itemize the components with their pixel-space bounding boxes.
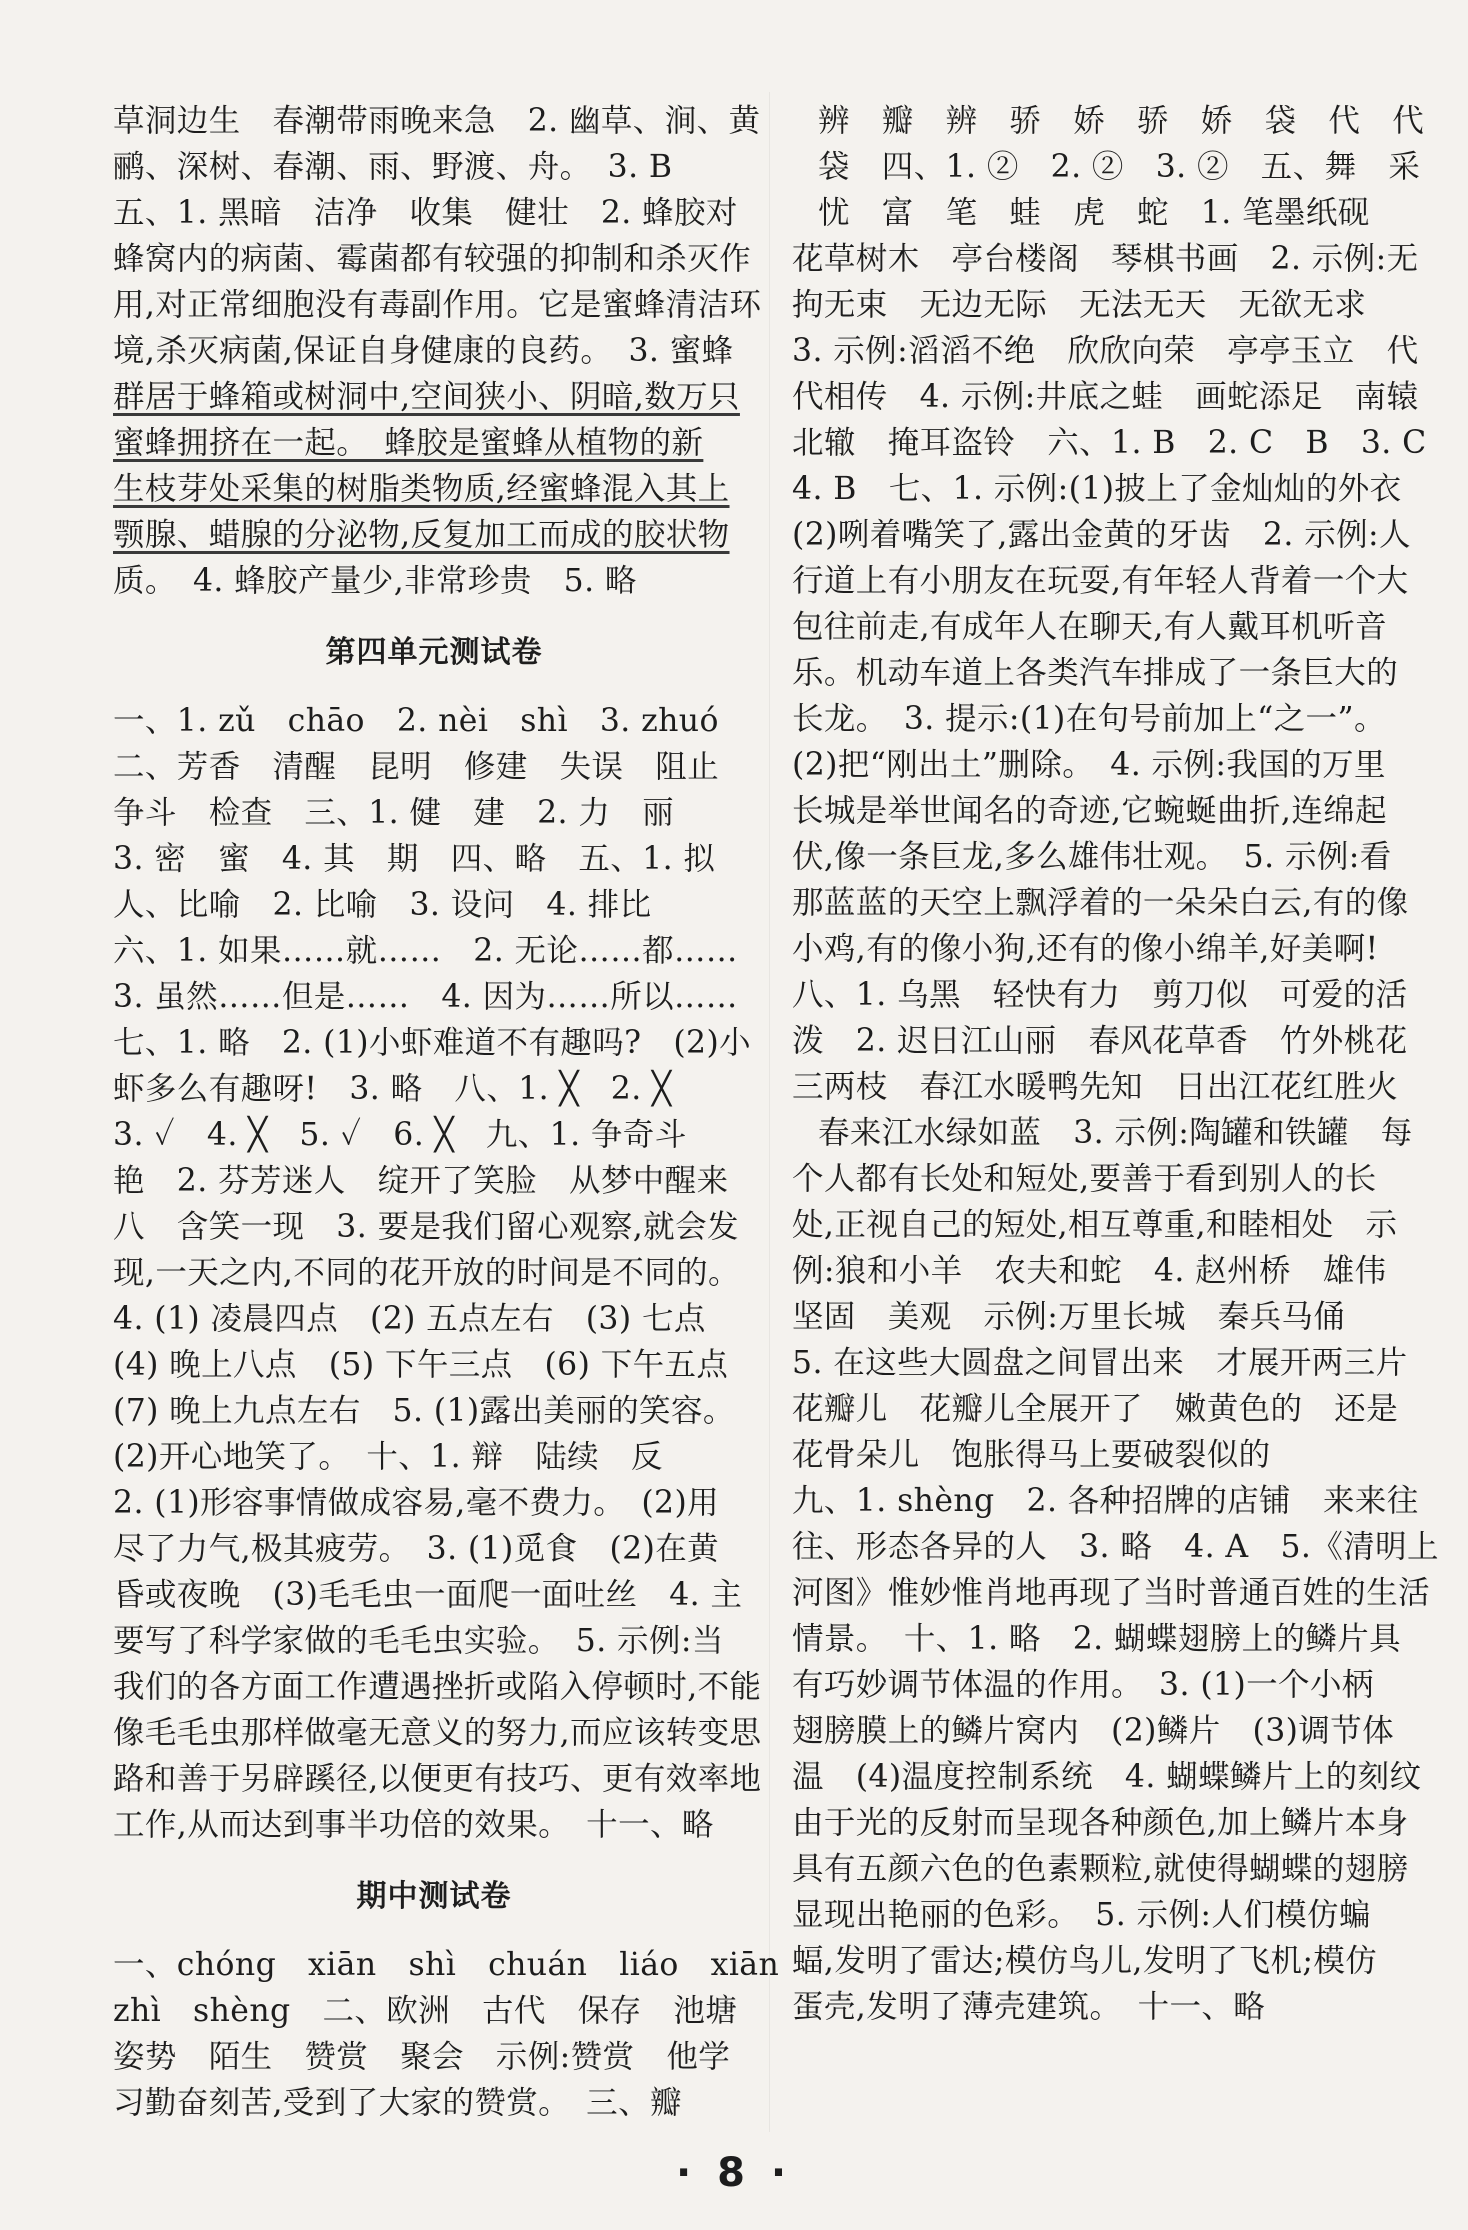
text-line: zhì shèng 二、欧洲 古代 保存 池塘: [113, 1993, 738, 2029]
text-line: 处,正视自己的短处,相互尊重,和睦相处 示: [792, 1207, 1398, 1243]
text-line: 花草树木 亭台楼阁 琴棋书画 2. 示例:无: [792, 241, 1419, 277]
text-line: 包往前走,有成年人在聊天,有人戴耳机听音: [792, 609, 1388, 645]
text-line: 那蓝蓝的天空上飘浮着的一朵朵白云,有的像: [792, 885, 1409, 921]
text-line: (2)咧着嘴笑了,露出金黄的牙齿 2. 示例:人: [792, 517, 1411, 553]
text-line: 温 (4)温度控制系统 4. 蝴蝶鳞片上的刻纹: [792, 1759, 1422, 1795]
underlined-text-line: 群居于蜂箱或树洞中,空间狭小、阴暗,数万只: [113, 379, 740, 415]
text-line: (2)把“刚出土”删除。 4. 示例:我国的万里: [792, 747, 1386, 783]
text-line: 现,一天之内,不同的花开放的时间是不同的。: [113, 1255, 740, 1291]
text-line: 往、形态各异的人 3. 略 4. A 5.《清明上: [792, 1529, 1439, 1565]
text-line: 袋 四、1. ② 2. ② 3. ② 五、舞 采: [818, 149, 1421, 185]
text-line: 3. 虽然……但是…… 4. 因为……所以……: [113, 979, 738, 1015]
text-line: 蜂窝内的病菌、霉菌都有较强的抑制和杀灭作: [113, 241, 752, 277]
text-line: 辨 瓣 辨 骄 娇 骄 娇 袋 代 代: [818, 103, 1425, 139]
text-line: 4. (1) 凌晨四点 (2) 五点左右 (3) 七点: [113, 1301, 706, 1337]
text-line: 2. (1)形容事情做成容易,毫不费力。 (2)用: [113, 1485, 720, 1521]
text-line: 春来江水绿如蓝 3. 示例:陶罐和铁罐 每: [818, 1115, 1413, 1151]
text-line: 艳 2. 芬芳迷人 绽开了笑脸 从梦中醒来: [113, 1163, 729, 1199]
text-line: 长龙。 3. 提示:(1)在句号前加上“之一”。: [792, 701, 1386, 737]
answer-block-unit4: [113, 698, 762, 1848]
text-line: 花瓣儿 花瓣儿全展开了 嫩黄色的 还是: [792, 1391, 1399, 1427]
text-line: 境,杀灭病菌,保证自身健康的良药。 3. 蜜蜂: [113, 333, 734, 369]
text-line: 我们的各方面工作遭遇挫折或陷入停顿时,不能: [113, 1669, 762, 1705]
text-line: 八 含笑一现 3. 要是我们留心观察,就会发: [113, 1209, 739, 1245]
answer-block-midterm: [113, 1942, 780, 2126]
text-line: 拘无束 无边无际 无法无天 无欲无求: [792, 287, 1367, 323]
text-line: 三两枝 春江水暖鸭先知 日出江花红胜火: [792, 1069, 1399, 1105]
text-line: 鹂、深树、春潮、雨、野渡、舟。 3. B: [113, 149, 673, 185]
text-line: 河图》惟妙惟肖地再现了当时普通百姓的生活: [792, 1575, 1431, 1611]
text-line: 争斗 检查 三、1. 健 建 2. 力 丽: [113, 795, 675, 831]
column-divider: [769, 92, 770, 2132]
text-line: 乐。机动车道上各类汽车排成了一条巨大的: [792, 655, 1399, 691]
text-line: 忧 富 笔 蛙 虎 蛇 1. 笔墨纸砚: [818, 195, 1370, 231]
text-line: 八、1. 乌黑 轻快有力 剪刀似 可爱的活: [792, 977, 1408, 1013]
text-line: 情景。 十、1. 略 2. 蝴蝶翅膀上的鳞片具: [792, 1621, 1402, 1657]
text-line: 一、1. zǔ chāo 2. nèi shì 3. zhuó: [113, 703, 719, 739]
text-line: 5. 在这些大圆盘之间冒出来 才展开两三片: [792, 1345, 1408, 1381]
text-line: 例:狼和小羊 农夫和蛇 4. 赵州桥 雄伟: [792, 1253, 1387, 1289]
text-line: 行道上有小朋友在玩耍,有年轻人背着一个大: [792, 563, 1409, 599]
text-line: 具有五颜六色的色素颗粒,就使得蝴蝶的翅膀: [792, 1851, 1409, 1887]
answer-block-unit3-end: [113, 98, 762, 604]
text-line: 用,对正常细胞没有毒副作用。它是蜜蜂清洁环: [113, 287, 762, 323]
text-line: 草洞边生 春潮带雨晚来急 2. 幽草、涧、黄: [113, 103, 761, 139]
text-line: (7) 晚上九点左右 5. (1)露出美丽的笑容。: [113, 1393, 735, 1429]
text-line: 代相传 4. 示例:井底之蛙 画蛇添足 南辕: [792, 379, 1419, 415]
text-line: 尽了力气,极其疲劳。 3. (1)觅食 (2)在黄: [113, 1531, 720, 1567]
right-column: [792, 98, 1439, 2030]
text-line: 蝠,发明了雷达;模仿鸟儿,发明了飞机;模仿: [792, 1943, 1378, 1979]
text-line: 九、1. shèng 2. 各种招牌的店铺 来来往: [792, 1483, 1419, 1519]
text-line: 花骨朵儿 饱胀得马上要破裂似的: [792, 1437, 1271, 1473]
text-line: 长城是举世闻名的奇迹,它蜿蜒曲折,连绵起: [792, 793, 1388, 829]
text-line: 工作,从而达到事半功倍的效果。 十一、略: [113, 1807, 714, 1843]
text-line: 小鸡,有的像小狗,还有的像小绵羊,好美啊!: [792, 931, 1379, 967]
text-line: 坚固 美观 示例:万里长城 秦兵马俑: [792, 1299, 1346, 1335]
left-column: [113, 98, 780, 2126]
text-line: 虾多么有趣呀! 3. 略 八、1. ╳ 2. ╳: [113, 1071, 672, 1107]
text-line: 五、1. 黑暗 洁净 收集 健壮 2. 蜂胶对: [113, 195, 738, 231]
text-line: 人、比喻 2. 比喻 3. 设问 4. 排比: [113, 887, 652, 923]
text-line: 二、芳香 清醒 昆明 修建 失误 阻止: [113, 749, 720, 785]
section-heading-unit4: 第四单元测试卷: [325, 635, 543, 670]
text-line: 像毛毛虫那样做毫无意义的努力,而应该转变思: [113, 1715, 762, 1751]
text-line: 4. B 七、1. 示例:(1)披上了金灿灿的外衣: [792, 471, 1402, 507]
text-line: 北辙 掩耳盗铃 六、1. B 2. C B 3. C: [792, 425, 1427, 461]
text-line: (2)开心地笑了。 十、1. 辩 陆续 反: [113, 1439, 663, 1475]
text-line: 姿势 陌生 赞赏 聚会 示例:赞赏 他学: [113, 2039, 731, 2075]
text-line: 路和善于另辟蹊径,以便更有技巧、更有效率地: [113, 1761, 762, 1797]
text-line: 习勤奋刻苦,受到了大家的赞赏。 三、瓣: [113, 2085, 682, 2121]
text-line: 由于光的反射而呈现各种颜色,加上鳞片本身: [792, 1805, 1409, 1841]
underlined-text-line: 颚腺、蜡腺的分泌物,反复加工而成的胶状物: [113, 517, 730, 553]
text-line: 3. 示例:滔滔不绝 欣欣向荣 亭亭玉立 代: [792, 333, 1419, 369]
text-line: 六、1. 如果……就…… 2. 无论……都……: [113, 933, 738, 969]
section-heading-midterm: 期中测试卷: [356, 1879, 512, 1914]
underlined-text-line: 蜜蜂拥挤在一起。 蜂胶是蜜蜂从植物的新: [113, 425, 704, 461]
text-line: 质。 4. 蜂胶产量少,非常珍贵 5. 略: [113, 563, 637, 599]
text-line: (4) 晚上八点 (5) 下午三点 (6) 下午五点: [113, 1347, 729, 1383]
text-line: 伏,像一条巨龙,多么雄伟壮观。 5. 示例:看: [792, 839, 1392, 875]
text-line: 一、chóng xiān shì chuán liáo xiān: [113, 1947, 780, 1983]
text-line: 泼 2. 迟日江山丽 春风花草香 竹外桃花: [792, 1023, 1408, 1059]
text-line: 3. 密 蜜 4. 其 期 四、略 五、1. 拟: [113, 841, 716, 877]
text-line: 3. ✓ 4. ╳ 5. ✓ 6. ╳ 九、1. 争奇斗: [113, 1117, 687, 1153]
text-line: 蛋壳,发明了薄壳建筑。 十一、略: [792, 1989, 1266, 2025]
text-line: 有巧妙调节体温的作用。 3. (1)一个小柄: [792, 1667, 1374, 1703]
text-line: 要写了科学家做的毛毛虫实验。 5. 示例:当: [113, 1623, 724, 1659]
text-line: 显现出艳丽的色彩。 5. 示例:人们模仿蝙: [792, 1897, 1371, 1933]
text-line: 昏或夜晚 (3)毛毛虫一面爬一面吐丝 4. 主: [113, 1577, 743, 1613]
page-number: · 8 ·: [675, 2150, 793, 2196]
text-line: 个人都有长处和短处,要善于看到别人的长: [792, 1161, 1377, 1197]
underlined-text-line: 生枝芽处采集的树脂类物质,经蜜蜂混入其上: [113, 471, 730, 507]
text-line: 七、1. 略 2. (1)小虾难道不有趣吗? (2)小: [113, 1025, 752, 1061]
text-line: 翅膀膜上的鳞片窝内 (2)鳞片 (3)调节体: [792, 1713, 1395, 1749]
